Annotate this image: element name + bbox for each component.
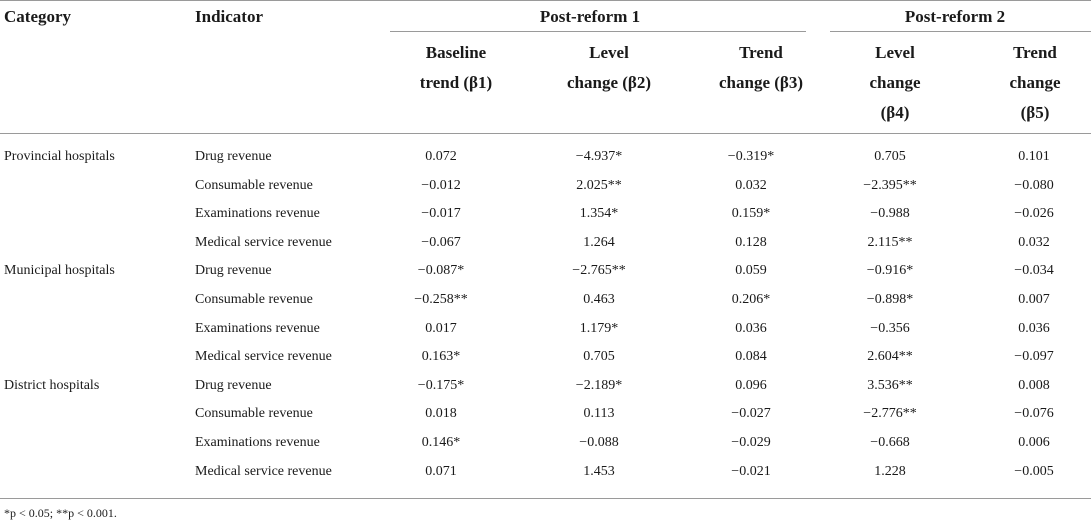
cell-baseline-trend: 0.072 bbox=[425, 149, 457, 164]
cell-baseline-trend: −0.258** bbox=[414, 292, 468, 307]
row-indicator: Consumable revenue bbox=[195, 177, 313, 193]
row-indicator: Examinations revenue bbox=[195, 206, 320, 222]
cell-baseline-trend: −0.012 bbox=[421, 177, 461, 193]
cell-level-change-1: 1.354* bbox=[579, 206, 619, 222]
cell-baseline-trend: 0.018 bbox=[425, 406, 457, 422]
table-row bbox=[0, 459, 1091, 488]
row-indicator: Medical service revenue bbox=[195, 463, 332, 479]
cell-trend-change-2: −0.080 bbox=[1014, 177, 1054, 193]
row-indicator: Consumable revenue bbox=[195, 406, 313, 422]
row-indicator: Medical service revenue bbox=[195, 234, 332, 250]
row-category: District hospitals bbox=[4, 377, 100, 393]
header-bottom-rule bbox=[0, 133, 1091, 134]
cell-level-change-1: 1.264 bbox=[583, 234, 615, 250]
subheader-trend-change-1: Trend change (β3) bbox=[718, 43, 804, 92]
cell-baseline-trend: −0.067 bbox=[421, 234, 461, 250]
row-indicator: Medical service revenue bbox=[195, 349, 332, 365]
cell-baseline-trend: 0.163* bbox=[421, 349, 461, 365]
cell-trend-change-2: 0.032 bbox=[1018, 234, 1050, 250]
table-row bbox=[0, 173, 1091, 202]
subheader-level-change-1: Level change (β2) bbox=[566, 43, 652, 92]
cell-trend-change-2: −0.026 bbox=[1014, 206, 1054, 222]
cell-trend-change-1: 0.128 bbox=[735, 234, 767, 250]
cell-baseline-trend: −0.175* bbox=[417, 377, 465, 393]
cell-level-change-2: 2.115** bbox=[867, 234, 913, 250]
cell-trend-change-1: 0.159* bbox=[731, 206, 771, 222]
cell-level-change-1: 0.705 bbox=[583, 349, 615, 365]
cell-level-change-2: −2.395** bbox=[863, 177, 917, 193]
subheader-trend-change-2: Trend change (β5) bbox=[1009, 43, 1061, 122]
table-row bbox=[0, 287, 1091, 316]
cell-level-change-2: −0.356 bbox=[870, 320, 910, 336]
cell-level-change-1: −2.765** bbox=[572, 263, 626, 279]
table-row bbox=[0, 258, 1091, 287]
row-indicator: Examinations revenue bbox=[195, 320, 320, 336]
cell-baseline-trend: −0.017 bbox=[421, 206, 461, 222]
cell-level-change-1: 1.453 bbox=[583, 463, 615, 479]
cell-level-change-2: 1.228 bbox=[874, 463, 906, 479]
top-rule bbox=[0, 0, 1091, 1]
table-row bbox=[0, 344, 1091, 373]
cell-trend-change-2: −0.034 bbox=[1014, 263, 1054, 279]
cell-trend-change-1: −0.021 bbox=[731, 463, 771, 479]
cell-trend-change-2: 0.101 bbox=[1018, 149, 1050, 164]
cell-level-change-1: 0.113 bbox=[583, 406, 615, 422]
header-post-reform-1: Post-reform 1 bbox=[539, 7, 641, 26]
cell-trend-change-1: 0.059 bbox=[735, 263, 767, 279]
group2-rule bbox=[830, 31, 1091, 32]
header-category: Category bbox=[4, 7, 72, 26]
cell-trend-change-1: −0.029 bbox=[731, 435, 771, 450]
cell-level-change-1: 0.463 bbox=[583, 292, 615, 307]
cell-baseline-trend: 0.071 bbox=[425, 463, 457, 479]
cell-baseline-trend: 0.017 bbox=[425, 320, 457, 336]
cell-trend-change-1: 0.036 bbox=[735, 320, 767, 336]
cell-trend-change-1: −0.319* bbox=[727, 149, 775, 164]
cell-level-change-1: −2.189* bbox=[575, 377, 623, 393]
table-row bbox=[0, 430, 1091, 459]
cell-baseline-trend: 0.146* bbox=[421, 435, 461, 450]
row-category: Provincial hospitals bbox=[4, 149, 115, 164]
bottom-rule bbox=[0, 498, 1091, 499]
group1-rule bbox=[390, 31, 806, 32]
table-row bbox=[0, 373, 1091, 402]
cell-trend-change-1: 0.206* bbox=[731, 292, 771, 307]
cell-level-change-1: 1.179* bbox=[579, 320, 619, 336]
cell-level-change-2: −0.898* bbox=[866, 292, 914, 307]
cell-level-change-1: −4.937* bbox=[575, 149, 623, 164]
cell-trend-change-2: 0.006 bbox=[1018, 435, 1050, 450]
subheader-level-change-2: Level change (β4) bbox=[869, 43, 921, 122]
cell-level-change-1: 2.025** bbox=[576, 177, 622, 193]
cell-trend-change-2: −0.005 bbox=[1014, 463, 1054, 479]
subheader-baseline-trend: Baseline trend (β1) bbox=[419, 43, 493, 92]
cell-level-change-2: −2.776** bbox=[863, 406, 917, 422]
row-indicator: Drug revenue bbox=[195, 149, 272, 164]
cell-level-change-2: 0.705 bbox=[874, 149, 906, 164]
row-indicator: Drug revenue bbox=[195, 377, 272, 393]
row-indicator: Examinations revenue bbox=[195, 435, 320, 450]
cell-level-change-2: 2.604** bbox=[867, 349, 913, 365]
cell-level-change-1: −0.088 bbox=[579, 435, 619, 450]
cell-trend-change-2: −0.076 bbox=[1014, 406, 1054, 422]
table-row bbox=[0, 144, 1091, 173]
header-post-reform-2: Post-reform 2 bbox=[904, 7, 1006, 26]
cell-trend-change-1: 0.032 bbox=[735, 177, 767, 193]
cell-level-change-2: −0.916* bbox=[866, 263, 914, 279]
cell-trend-change-1: 0.096 bbox=[735, 377, 767, 393]
table-row bbox=[0, 230, 1091, 259]
cell-level-change-2: 3.536** bbox=[867, 377, 913, 393]
cell-trend-change-2: 0.036 bbox=[1018, 320, 1050, 336]
cell-level-change-2: −0.988 bbox=[870, 206, 910, 222]
footnote: *p < 0.05; **p < 0.001. bbox=[4, 506, 117, 520]
cell-trend-change-1: −0.027 bbox=[731, 406, 771, 422]
cell-trend-change-2: −0.097 bbox=[1014, 349, 1054, 365]
table-row bbox=[0, 401, 1091, 430]
cell-level-change-2: −0.668 bbox=[870, 435, 910, 450]
cell-baseline-trend: −0.087* bbox=[417, 263, 465, 279]
row-category: Municipal hospitals bbox=[4, 263, 115, 279]
cell-trend-change-2: 0.007 bbox=[1018, 292, 1050, 307]
cell-trend-change-1: 0.084 bbox=[735, 349, 767, 365]
header-indicator: Indicator bbox=[195, 7, 263, 26]
row-indicator: Drug revenue bbox=[195, 263, 272, 279]
table-row bbox=[0, 201, 1091, 230]
table-row bbox=[0, 316, 1091, 345]
row-indicator: Consumable revenue bbox=[195, 292, 313, 307]
cell-trend-change-2: 0.008 bbox=[1018, 377, 1050, 393]
